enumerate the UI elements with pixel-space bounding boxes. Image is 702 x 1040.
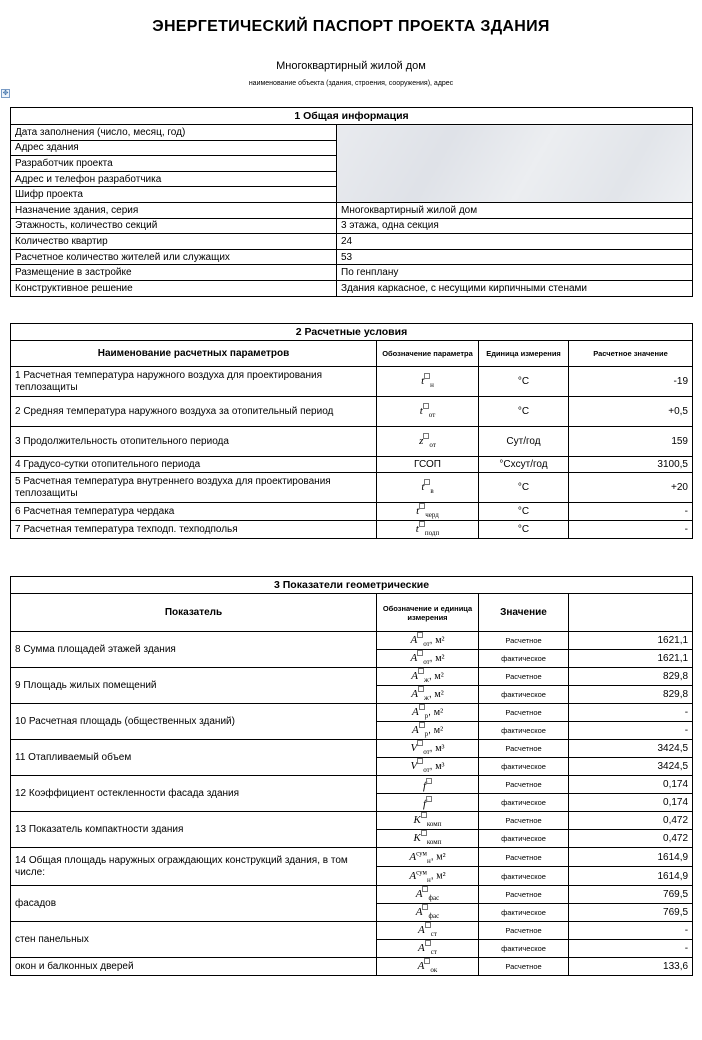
indicator-row-calc [11,886,693,904]
info-row [11,280,693,296]
placeholder-box-icon [422,904,428,910]
fact-label: фактическое [479,940,569,958]
placeholder-box-icon [424,373,430,379]
symbol-sub: от [423,658,430,667]
symbol-base: V [410,742,418,755]
indicator-row-calc [11,922,693,940]
param-value: +0,5 [569,397,693,427]
calc-label: Расчетное [479,812,569,830]
general-info-table [10,107,693,297]
info-row [11,202,693,218]
fact-label: фактическое [479,722,569,740]
indicator-symbol: V $_{от}$, м³ [377,740,479,758]
indicator-symbol [377,794,479,812]
indicator-row-calc [11,848,693,867]
symbol-base: A [415,906,423,919]
calc-label: Расчетное [479,958,569,976]
param-name: 2 Средняя температура наружного воздуха за отопительный период [11,397,377,427]
placeholder-box-icon [417,758,423,764]
indicator-name: 14 Общая площадь наружных ограждающих конструкций здания, в том числе: [11,848,377,886]
calc-value: - [569,922,693,940]
param-value: 159 [569,427,693,457]
indicator-symbol: $A^{сум}_н$, м² [377,867,479,886]
placeholder-box-icon [421,830,427,836]
symbol-glyph [415,523,440,538]
info-label: Конструктивное решение [11,280,337,296]
symbol-base: t [419,405,423,418]
symbol-base: V [410,760,418,773]
placeholder-box-icon [421,812,427,818]
symbol-glyph [415,888,440,903]
symbol-sub: подп [424,529,440,538]
symbol-base: f [422,779,427,792]
symbol-sub: н [426,875,431,884]
indicator-row-calc [11,740,693,758]
calc-label: Расчетное [479,886,569,904]
symbol-base: A [415,888,423,901]
indicator-unit: м² [436,851,446,863]
calc-label: Расчетное [479,632,569,650]
placeholder-box-icon [423,433,429,439]
fact-label: фактическое [479,867,569,886]
indicator-symbol: A $_р$, м² [377,722,479,740]
info-label: Разработчик проекта [11,156,337,172]
indicator-symbol [377,886,479,904]
fact-label: фактическое [479,758,569,776]
calc-label: Расчетное [479,668,569,686]
fact-value: - [569,722,693,740]
param-symbol [377,473,479,503]
info-value: По генплану [337,265,693,281]
calc-label: Расчетное [479,704,569,722]
col-header-symbol: Обозначение параметра [377,341,479,367]
param-name: 3 Продолжительность отопительного периода [11,427,377,457]
symbol-base: z [419,435,424,448]
symbol-base: A [418,942,425,955]
geometric-indicators-table [10,576,693,976]
param-unit: °С [479,367,569,397]
symbol-glyph [423,780,432,792]
symbol-sub: от [428,411,436,420]
param-row [11,397,693,427]
indicator-unit: м² [435,635,445,647]
symbol-glyph [421,481,434,496]
placeholder-box-icon [418,686,424,692]
calc-value: 0,174 [569,776,693,794]
fact-value: - [569,940,693,958]
info-label: Шифр проекта [11,187,337,203]
param-symbol [377,457,479,473]
fact-value: 3424,5 [569,758,693,776]
param-row [11,427,693,457]
symbol-sub: ок [430,966,438,975]
placeholder-box-icon [426,796,432,802]
placeholder-box-icon [419,521,425,527]
info-row [11,249,693,265]
symbol-sub: р [424,730,429,739]
indicator-symbol [377,776,479,794]
fact-label: фактическое [479,830,569,848]
symbol-sup: сум [416,868,427,877]
param-row [11,521,693,539]
fact-value: 829,8 [569,686,693,704]
indicator-symbol: A $_{от}$, м² [377,650,479,668]
indicator-symbol [377,830,479,848]
indicator-row-calc [11,704,693,722]
info-value: Здания каркасное, с несущими кирпичными стенами [337,280,693,296]
fact-value: 769,5 [569,904,693,922]
param-symbol [377,397,479,427]
info-label: Адрес здания [11,140,337,156]
info-row [11,234,693,250]
calc-value: 1614,9 [569,848,693,867]
placeholder-box-icon [426,778,432,784]
param-value: - [569,521,693,539]
info-label: Количество квартир [11,234,337,250]
indicator-row-calc [11,668,693,686]
indicator-name: стен панельных [11,922,377,958]
symbol-sub: комп [426,838,442,847]
section-3-title: 3 Показатели геометрические [11,577,693,594]
info-label: Адрес и телефон разработчика [11,171,337,187]
param-row [11,503,693,521]
fact-value: 0,472 [569,830,693,848]
indicator-row-calc [11,812,693,830]
col-header-indicator: Показатель [11,594,377,632]
symbol-sub: ж [424,676,429,685]
symbol-base: A [411,724,419,737]
info-label: Этажность, количество секций [11,218,337,234]
info-label: Назначение здания, серия [11,202,337,218]
placeholder-box-icon [417,632,423,638]
param-name: 6 Расчетная температура чердака [11,503,377,521]
param-row [11,457,693,473]
symbol-sub: ж [424,694,429,703]
symbol-base: t [421,481,425,494]
param-row [11,367,693,397]
symbol-sub: черд [425,511,439,520]
param-unit: °С [479,473,569,503]
param-name: 5 Расчетная температура внутреннего воздуха для проектирования теплозащиты [11,473,377,503]
symbol-glyph [418,942,437,957]
placeholder-box-icon [422,886,428,892]
symbol-glyph [413,814,442,829]
calc-value: 769,5 [569,886,693,904]
object-name: Многоквартирный жилой дом [276,60,426,72]
col-header-value: Расчетное значение [569,341,693,367]
indicator-name: фасадов [11,886,377,922]
fact-label: фактическое [479,904,569,922]
fact-value: 1621,1 [569,650,693,668]
symbol-glyph [423,798,432,810]
symbol-sup: сум [416,849,427,858]
symbol-glyph [417,960,438,975]
indicator-symbol: $A^{сум}_н$, м² [377,848,479,867]
calc-label: Расчетное [479,922,569,940]
indicator-symbol: A $_{от}$, м² [377,632,479,650]
info-value: Многоквартирный жилой дом [337,202,693,218]
col-header-symbol-unit: Обозначение и единица измерения [377,594,479,632]
symbol-sub: н [430,381,434,390]
param-name: 1 Расчетная температура наружного воздуха для проектирования теплозащиты [11,367,377,397]
placeholder-box-icon [419,704,425,710]
param-value: - [569,503,693,521]
symbol-glyph [415,906,440,921]
passport-title: ЭНЕРГЕТИЧЕСКИЙ ПАСПОРТ ПРОЕКТА ЗДАНИЯ [152,18,550,35]
symbol-sub: н [426,856,431,865]
indicator-symbol [377,958,479,976]
symbol-base: t [416,505,420,518]
param-value: +20 [569,473,693,503]
param-unit: °Сxсут/год [479,457,569,473]
symbol-base: A [411,688,418,701]
param-symbol [377,427,479,457]
indicator-symbol [377,904,479,922]
redaction-blur [337,125,692,202]
symbol-base: K [413,814,421,827]
indicator-name: 8 Сумма площадей этажей здания [11,632,377,668]
fact-label: фактическое [479,794,569,812]
placeholder-box-icon [418,668,424,674]
indicator-unit: м³ [435,761,445,773]
placeholder-box-icon [424,958,430,964]
symbol-base: f [422,797,427,810]
table-move-handle-icon[interactable]: ✥ [2,90,9,97]
indicator-row-calc [11,776,693,794]
indicator-symbol [377,940,479,958]
design-conditions-table [10,323,693,539]
symbol-base: A [409,869,417,882]
section-2-title: 2 Расчетные условия [11,324,693,341]
indicator-unit: м² [436,870,446,882]
object-note: наименование объекта (здания, строения, сооружения), адрес [248,80,454,87]
redacted-area [337,125,693,203]
indicator-unit: м² [434,689,444,701]
calc-label: Расчетное [479,740,569,758]
param-unit: °С [479,397,569,427]
symbol-sub: от [423,766,430,775]
fact-value: 0,174 [569,794,693,812]
indicator-unit: м³ [435,743,445,755]
info-label: Размещение в застройке [11,265,337,281]
param-unit: Сут/год [479,427,569,457]
info-value: 3 этажа, одна секция [337,218,693,234]
symbol-sub: ст [430,948,437,957]
symbol-sub: от [423,640,430,649]
placeholder-box-icon [425,922,431,928]
indicator-unit: м² [433,725,444,737]
fact-value: 1614,9 [569,867,693,886]
symbol-sub: в [430,487,434,496]
symbol-sub: комп [426,820,442,829]
info-value: 24 [337,234,693,250]
info-value: 53 [337,249,693,265]
param-unit: °С [479,521,569,539]
symbol-glyph [419,405,436,420]
symbol-glyph [409,870,430,882]
calc-value: 133,6 [569,958,693,976]
param-symbol [377,367,479,397]
indicator-symbol [377,812,479,830]
symbol-glyph [418,924,437,939]
symbol-base: t [415,523,419,536]
calc-value: 1621,1 [569,632,693,650]
indicator-unit: м² [433,707,444,719]
col-header-empty [569,594,693,632]
symbol-base: A [410,652,418,665]
param-row [11,473,693,503]
indicator-symbol: A $_р$, м² [377,704,479,722]
placeholder-box-icon [417,650,423,656]
symbol-glyph [419,435,436,450]
col-header-value: Значение [479,594,569,632]
symbol-base: t [421,375,425,388]
indicator-symbol [377,922,479,940]
calc-value: - [569,704,693,722]
param-symbol [377,521,479,539]
symbol-sub: фас [428,894,440,903]
param-name: 4 Градусо-сутки отопительного периода [11,457,377,473]
indicator-row-calc [11,632,693,650]
param-value: 3100,5 [569,457,693,473]
info-row [11,218,693,234]
placeholder-box-icon [423,403,429,409]
symbol-sub: ст [430,930,437,939]
symbol-base: A [418,924,425,937]
symbol-base: A [409,850,417,863]
param-name: 7 Расчетная температура техподп. техподполья [11,521,377,539]
symbol-sub: р [424,712,429,721]
symbol-sub: фас [428,912,440,921]
calc-label: Расчетное [479,776,569,794]
indicator-row-calc [11,958,693,976]
info-label: Расчетное количество жителей или служащих [11,249,337,265]
info-label: Дата заполнения (число, месяц, год) [11,125,337,141]
indicator-symbol: V $_{от}$, м³ [377,758,479,776]
symbol-base: A [417,960,425,973]
calc-value: 0,472 [569,812,693,830]
col-header-param-name: Наименование расчетных параметров [11,341,377,367]
symbol-base: A [411,670,418,683]
indicator-unit: м² [435,653,445,665]
symbol-sub: от [423,748,430,757]
indicator-symbol: A $_ж$, м² [377,686,479,704]
placeholder-box-icon [424,479,430,485]
symbol-glyph [416,505,439,520]
info-row [11,125,693,141]
info-row [11,265,693,281]
fact-label: фактическое [479,686,569,704]
placeholder-box-icon [417,740,423,746]
indicator-name: 10 Расчетная площадь (общественных зданий) [11,704,377,740]
calc-value: 829,8 [569,668,693,686]
placeholder-box-icon [419,722,425,728]
symbol-base: K [413,832,421,845]
calc-value: 3424,5 [569,740,693,758]
symbol-glyph [409,851,430,863]
indicator-name: 11 Отапливаемый объем [11,740,377,776]
param-unit: °С [479,503,569,521]
placeholder-box-icon [425,940,431,946]
indicator-name: окон и балконных дверей [11,958,377,976]
symbol-base: A [411,706,419,719]
calc-label: Расчетное [479,848,569,867]
param-symbol-text: ГСОП [414,459,441,470]
section-1-title: 1 Общая информация [11,108,693,125]
col-header-unit: Единица измерения [479,341,569,367]
param-symbol [377,503,479,521]
placeholder-box-icon [419,503,425,509]
symbol-base: A [410,634,418,647]
symbol-sub: от [429,441,436,450]
symbol-glyph [421,375,434,390]
symbol-glyph [413,832,442,847]
indicator-unit: м² [434,671,444,683]
param-value: -19 [569,367,693,397]
indicator-name: 12 Коэффициент остекленности фасада здания [11,776,377,812]
indicator-name: 13 Показатель компактности здания [11,812,377,848]
indicator-name: 9 Площадь жилых помещений [11,668,377,704]
indicator-symbol: A $_ж$, м² [377,668,479,686]
fact-label: фактическое [479,650,569,668]
